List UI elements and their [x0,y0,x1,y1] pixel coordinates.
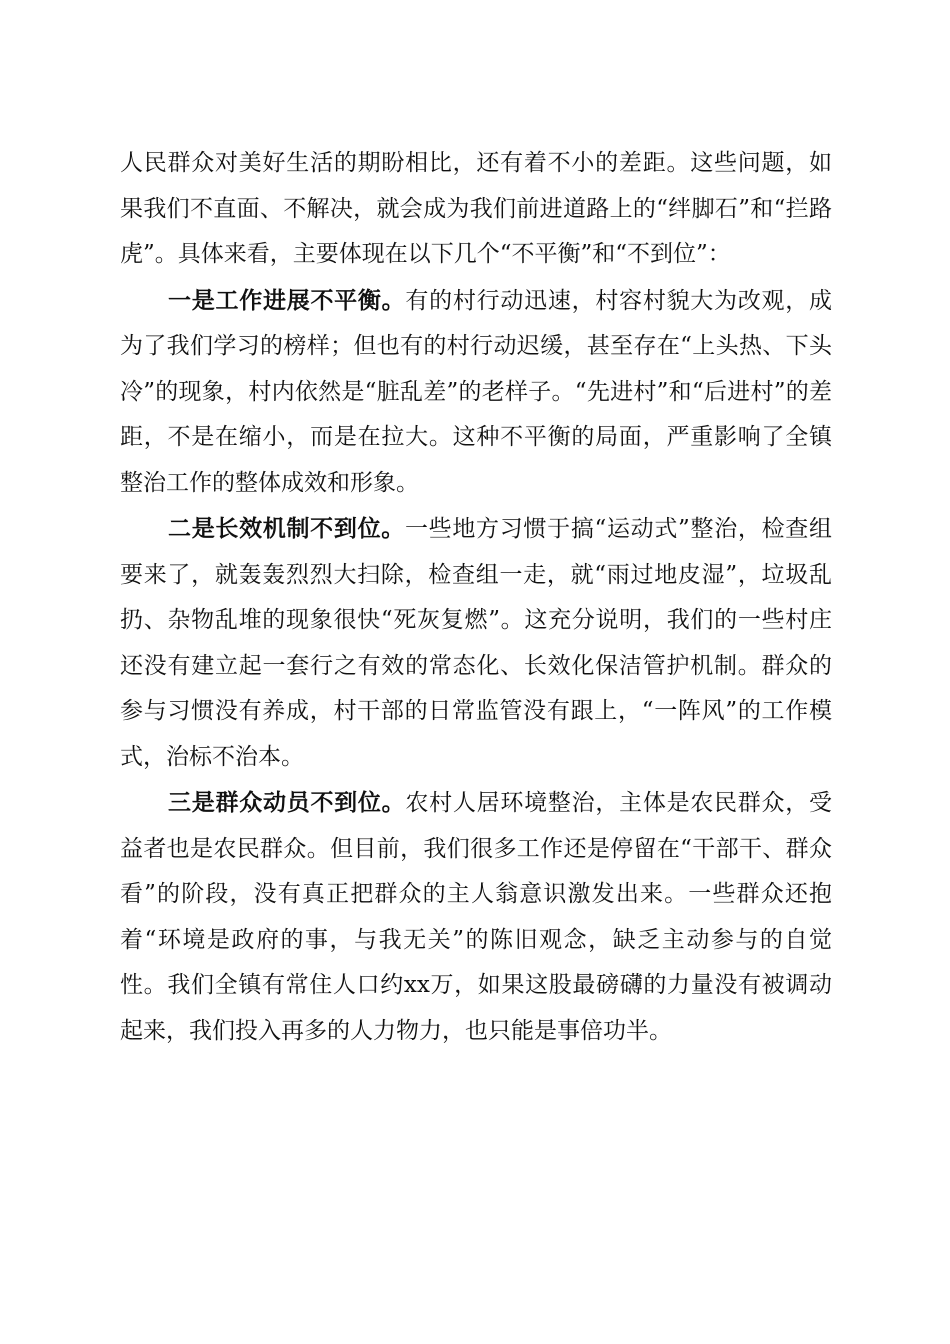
paragraph-intro [120,140,832,278]
paragraph-work-progress [120,278,832,507]
paragraph-text: 人民群众对美好生活的期盼相比，还有着不小的差距。这些问题，如果我们不直面、不解决，就会成为我们前进道路上的“绊脚石”和“拦路虎”。具体来看，主要体现在以下几个“不平衡”和“不到位”： [120,150,832,267]
paragraph-long-term-mechanism [120,506,832,780]
paragraph-lead: 三是群众动员不到位。 [168,789,406,816]
paragraph-public-mobilization [120,780,832,1054]
document-body [120,140,832,1054]
paragraph-text: 有的村行动迅速，村容村貌大为改观，成为了我们学习的榜样；但也有的村行动迟缓，甚至存在“上头热、下头冷”的现象，村内依然是“脏乱差”的老样子。“先进村”和“后进村”的差距，不是在缩小，而是在拉大。这种不平衡的局面，严重影响了全镇整治工作的整体成效和形象。 [120,287,833,496]
paragraph-lead: 二是长效机制不到位。 [168,515,405,542]
paragraph-text: 一些地方习惯于搞“运动式”整治，检查组要来了，就轰轰烈烈大扫除，检查组一走，就“雨过地皮湿”，垃圾乱扔、杂物乱堆的现象很快“死灰复燃”。这充分说明，我们的一些村庄还没有建立起一套行之有效的常态化、长效化保洁管护机制。群众的参与习惯没有养成，村干部的日常监管没有跟上，“一阵风”的工作模式，治标不治本。 [120,516,832,770]
paragraph-lead: 一是工作进展不平衡。 [168,286,406,314]
paragraph-text: 农村人居环境整治，主体是农民群众，受益者也是农民群众。但目前，我们很多工作还是停留在“干部干、群众看”的阶段，没有真正把群众的主人翁意识激发出来。一些群众还抱着“环境是政府的事，与我无关”的陈旧观念，缺乏主动参与的自觉性。我们全镇有常住人口约xx万，如果这股最磅礴的力量没有被调动起来，我们投入再多的人力物力，也只能是事倍功半。 [120,790,833,1044]
